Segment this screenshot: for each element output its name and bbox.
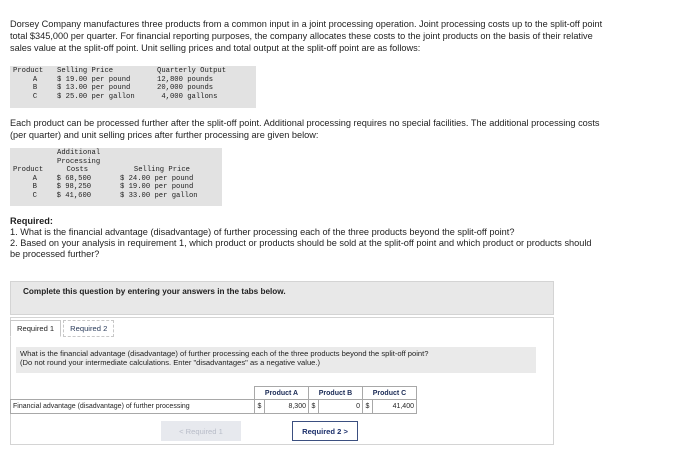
table1-cell: $ 19.00 per pound [57,75,131,84]
next-required-button[interactable]: Required 2 > [292,421,358,441]
table1-cell: B [32,84,38,93]
row-label: Financial advantage (disadvantage) of further processing [11,400,255,414]
table2-cell: $ 41,600 [56,191,92,200]
table1-header-output: Quarterly Output [157,67,227,75]
further-processing-paragraph: Each product can be processed further after the split-off point. Additional processing requires no special facilities. The additional processing costs (per quarter) and unit selling prices after further processing are given below: [10,118,600,140]
table2-cell: A [32,174,37,183]
instruction-banner [10,281,554,315]
table2-cell: $ 33.00 per gallon [119,191,198,200]
table2-header-line1: Additional [57,149,101,157]
tab-required-1[interactable]: Required 1 [10,320,61,337]
header-product-c: Product C [363,387,417,400]
table2-header-product: Product [13,166,44,175]
table-row [11,400,417,414]
table1-cell: C [32,92,38,101]
further-processing-table [10,148,222,206]
table2-header-line2: Processing [57,157,101,166]
header-product-b: Product B [309,387,363,400]
table2-cell: B [32,183,37,192]
instruction-text: Complete this question by entering your answers in the tabs below. [23,287,286,296]
answer-table [10,386,417,414]
table2-cell: $ 98,250 [56,183,92,192]
table1-cell: 12,800 pounds [157,75,214,84]
table2-cell: C [32,191,37,200]
table1-cell: 20,000 pounds [157,84,214,93]
tab-required-2[interactable]: Required 2 [63,320,114,337]
table1-cell: $ 13.00 per pound [57,84,131,93]
currency-symbol: $ [363,400,373,414]
requirement-tabs [10,320,116,337]
product-b-input[interactable]: 0 [319,400,363,414]
table2-header-price: Selling Price [133,166,190,175]
table2-cell: $ 19.00 per pound [119,183,194,192]
table1-cell: 4,000 gallons [157,92,218,101]
required-heading: Required: [10,216,53,226]
question-instructions: (Do not round your intermediate calculations. Enter "disadvantages" as a negative value.) [20,358,321,367]
currency-symbol: $ [309,400,319,414]
table2-cell: $ 24.00 per pound [119,174,194,183]
required-question-2: 2. Based on your analysis in requirement 1, which product or products should be sold at the split-off point and which product or products should be processed further? [10,238,592,259]
product-a-input[interactable]: 8,300 [265,400,309,414]
table1-cell: A [32,75,38,84]
table1-cell: $ 25.00 per gallon [57,92,135,101]
required-question-1: 1. What is the financial advantage (disadvantage) of further processing each of the three products beyond the split-off point? [10,227,515,237]
intro-paragraph: Dorsey Company manufactures three products from a common input in a joint processing operation. Joint processing costs up to the split-off point total $345,000 per quarter. For financial reporting purposes, the company allocates these costs to the joint products on the basis of their relative sales value at the split-off point. Unit selling prices and total output at the split-off point are as follows: [10,19,603,53]
prev-required-button[interactable]: < Required 1 [161,421,241,441]
table1-header-price: Selling Price [57,67,114,75]
table2-cell: $ 68,500 [56,174,92,183]
question-box [16,347,536,373]
question-text: What is the financial advantage (disadvantage) of further processing each of the three products beyond the split-off point? [20,349,429,358]
currency-symbol: $ [255,400,265,414]
table2-header-costs: Costs [66,166,89,175]
table1-header-product: Product [13,67,44,75]
product-c-input[interactable]: 41,400 [373,400,417,414]
split-off-table [10,66,256,108]
required-section [10,216,600,260]
header-product-a: Product A [255,387,309,400]
